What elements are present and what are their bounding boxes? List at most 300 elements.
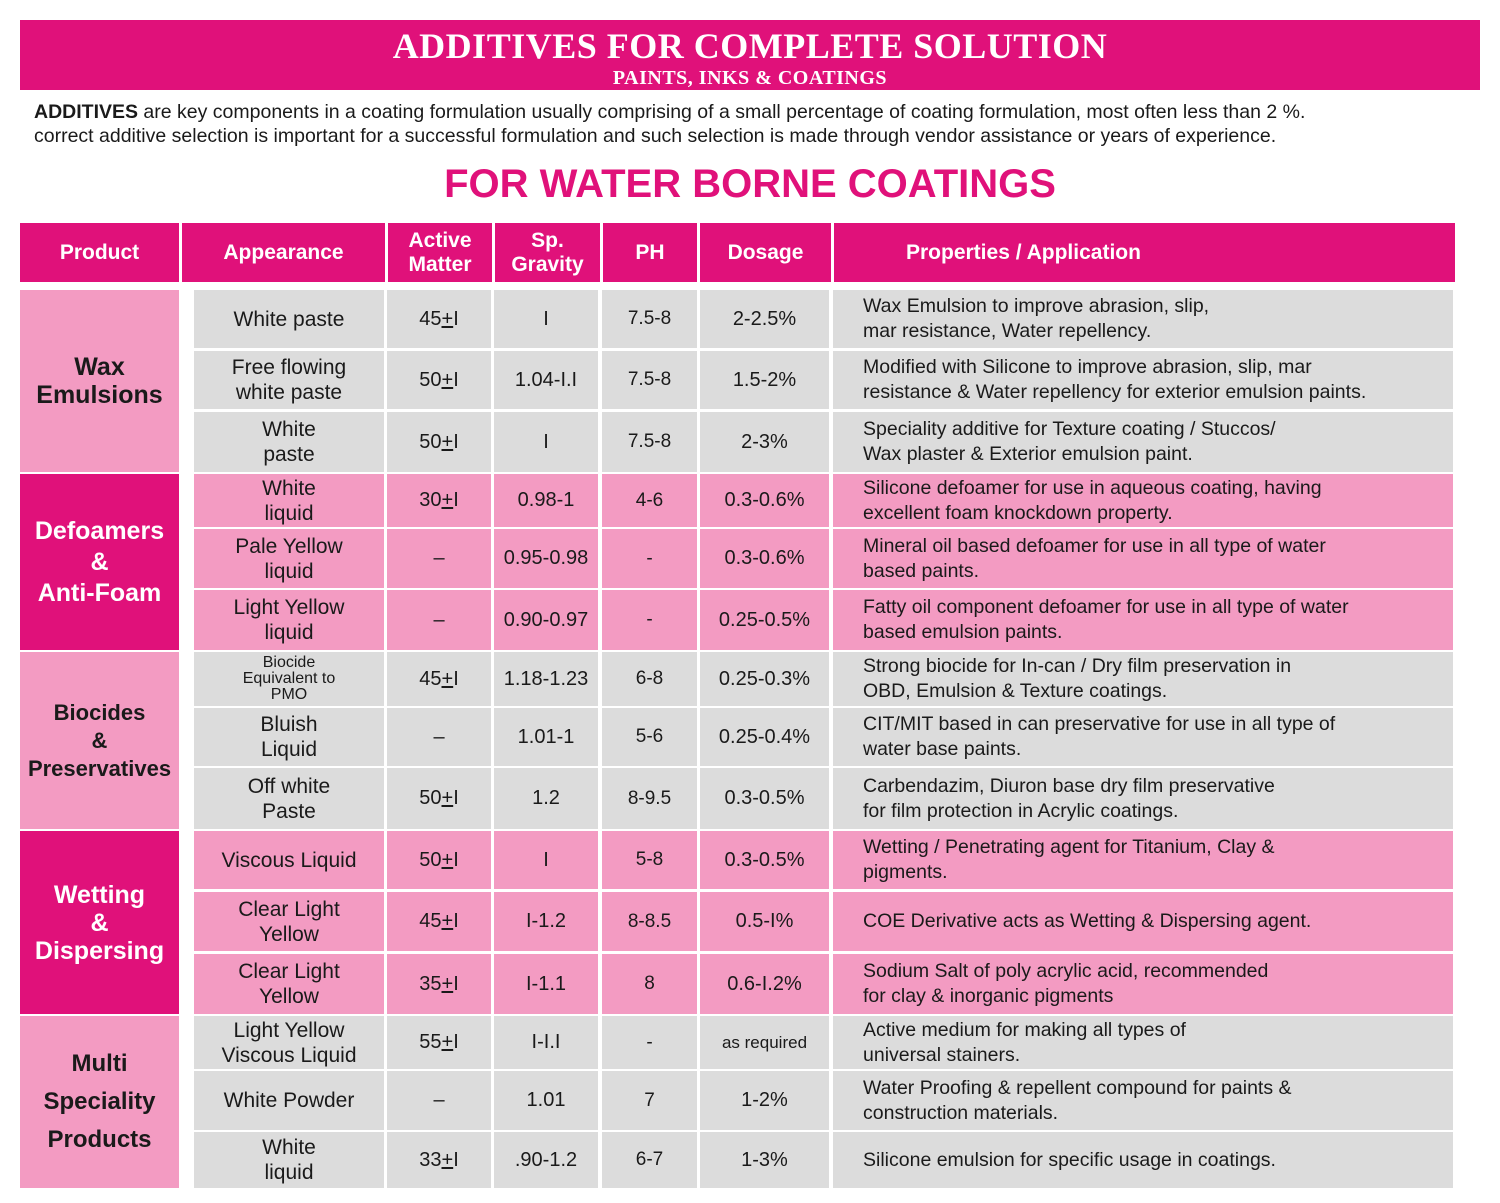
properties-text — [863, 712, 1335, 762]
cell-active — [387, 590, 491, 650]
group-cell — [20, 652, 179, 829]
cell-sp — [494, 892, 598, 951]
dosage-value: 1.5-2% — [732, 368, 797, 391]
dosage-value: 0.5-I% — [735, 910, 794, 932]
active-matter-number: 50 — [419, 368, 442, 391]
appearance-line: Viscous Liquid — [221, 1043, 357, 1067]
cell-props — [833, 474, 1453, 527]
cell-ph — [602, 954, 697, 1014]
cell-ph — [602, 412, 697, 472]
appearance-text — [221, 848, 356, 873]
cell-dosage — [700, 708, 829, 766]
sp-value: I-I.I — [531, 1031, 561, 1053]
cell-appearance — [194, 652, 384, 706]
cell-appearance — [194, 529, 384, 588]
cell-sp — [494, 590, 598, 650]
cell-ph — [602, 474, 697, 527]
properties-line: mar resistance, Water repellency. — [863, 320, 1152, 342]
cell-active — [387, 474, 491, 527]
active-matter-plusminus: + — [441, 972, 454, 995]
header-active-matter-line1: Active — [408, 228, 472, 252]
sp-value: I-1.2 — [525, 910, 567, 932]
group-name-line: & — [90, 547, 109, 576]
cell-props — [833, 892, 1453, 951]
cell-ph — [602, 831, 697, 889]
appearance-line: Pale Yellow — [235, 534, 343, 558]
appearance-text — [221, 1018, 356, 1068]
cell-ph — [602, 351, 697, 409]
active-matter-plusminus: + — [441, 307, 454, 330]
properties-line: resistance & Water repellency for exterior emulsion paints. — [863, 381, 1367, 403]
active-matter-dash: – — [433, 1089, 445, 1111]
properties-line: based paints. — [863, 559, 980, 582]
active-matter-value — [433, 726, 444, 749]
group-name — [43, 1045, 155, 1159]
group-name — [35, 881, 164, 965]
active-matter-tolerance: I — [453, 787, 459, 809]
appearance-line: White — [262, 418, 316, 441]
ph-value: - — [646, 547, 653, 569]
active-matter-tolerance: I — [453, 848, 459, 871]
group-name-line: Products — [47, 1126, 152, 1153]
properties-text — [863, 294, 1209, 344]
cell-appearance — [194, 474, 384, 527]
active-matter-tolerance: I — [453, 307, 459, 330]
banner-title: ADDITIVES FOR COMPLETE SOLUTION — [392, 26, 1108, 66]
appearance-text — [234, 307, 345, 332]
cell-ph — [602, 290, 697, 348]
cell-dosage — [700, 892, 829, 951]
ph-value: 6-8 — [635, 668, 664, 689]
appearance-line: Biocide — [262, 654, 316, 671]
properties-line: Sodium Salt of poly acrylic acid, recommended — [863, 960, 1269, 982]
dosage-value: 1-3% — [741, 1148, 788, 1171]
cell-props — [833, 708, 1453, 766]
cell-appearance — [194, 768, 384, 829]
active-matter-number: 33 — [419, 1148, 442, 1171]
dosage-value: 0.6-I.2% — [727, 972, 802, 995]
group-name-line: Biocides — [53, 699, 146, 725]
properties-line: Strong biocide for In-can / Dry film preservation in — [863, 655, 1292, 677]
ph-value: 6-7 — [635, 1149, 664, 1170]
group-name-line: Speciality — [43, 1088, 156, 1115]
cell-sp — [494, 351, 598, 409]
header-properties: Properties / Application — [906, 240, 1141, 264]
active-matter-plusminus: + — [441, 848, 454, 871]
table-header — [20, 223, 1455, 282]
cell-dosage — [700, 768, 829, 829]
cell-ph — [602, 768, 697, 829]
group-name — [36, 353, 162, 409]
group-name-line: Emulsions — [36, 381, 163, 409]
appearance-text — [262, 1135, 316, 1185]
appearance-line: liquid — [264, 501, 314, 525]
cell-active — [387, 412, 491, 472]
cell-sp — [494, 1071, 598, 1130]
active-matter-value — [419, 1149, 459, 1172]
active-matter-plusminus: + — [441, 667, 454, 690]
cell-props — [833, 1071, 1453, 1130]
cell-sp — [494, 831, 598, 889]
appearance-line: Paste — [262, 799, 316, 823]
active-matter-value — [419, 489, 459, 512]
active-matter-plusminus: + — [441, 1031, 454, 1053]
cell-active — [387, 1132, 491, 1188]
sp-value: 1.18-1.23 — [503, 667, 589, 690]
cell-props — [833, 954, 1453, 1014]
cell-appearance — [194, 1016, 384, 1069]
cell-props — [833, 768, 1453, 829]
properties-line: Fatty oil component defoamer for use in all type of water — [863, 596, 1349, 618]
cell-active — [387, 290, 491, 348]
sp-value: 0.98-1 — [517, 489, 575, 511]
properties-text — [863, 835, 1275, 885]
active-matter-plusminus: + — [441, 1148, 454, 1171]
header-active-matter-line2: Matter — [408, 252, 472, 276]
properties-line: Speciality additive for Texture coating / Stuccos/ — [863, 418, 1276, 440]
cell-ph — [602, 1016, 697, 1069]
group-name-line: Preservatives — [27, 755, 172, 781]
cell-active — [387, 652, 491, 706]
ph-value: 8-8.5 — [627, 910, 672, 932]
active-matter-value — [419, 369, 459, 392]
properties-text — [863, 534, 1326, 584]
appearance-text — [243, 655, 336, 703]
sp-value: I — [543, 307, 549, 330]
properties-line: water base paints. — [863, 738, 1022, 760]
group-cell — [20, 1016, 179, 1188]
active-matter-tolerance: I — [453, 368, 459, 391]
cell-active — [387, 892, 491, 951]
properties-line: pigments. — [863, 861, 948, 883]
cell-sp — [494, 954, 598, 1014]
header-sp-gravity — [495, 223, 603, 282]
active-matter-number: 55 — [419, 1031, 442, 1053]
sp-value: 1.04-I.I — [514, 368, 578, 391]
appearance-text — [238, 897, 340, 947]
cell-appearance — [194, 892, 384, 951]
active-matter-number: 45 — [419, 910, 442, 932]
properties-line: excellent foam knockdown property. — [863, 501, 1173, 524]
section-title: FOR WATER BORNE COATINGS — [444, 162, 1056, 206]
cell-appearance — [194, 590, 384, 650]
cell-sp — [494, 412, 598, 472]
ph-value: 7.5-8 — [627, 369, 672, 390]
appearance-line: White — [262, 1136, 316, 1159]
properties-line: Wax Emulsion to improve abrasion, slip, — [863, 295, 1210, 317]
sp-value: 0.90-0.97 — [503, 608, 589, 631]
sp-value: I — [543, 848, 549, 871]
appearance-line: Yellow — [259, 985, 319, 1008]
cell-appearance — [194, 412, 384, 472]
appearance-text — [235, 534, 342, 584]
group-name-line: Wetting — [53, 880, 146, 909]
active-matter-tolerance: I — [453, 489, 459, 511]
group-name — [28, 699, 171, 783]
group-name-line: Anti-Foam — [37, 578, 162, 607]
active-matter-plusminus: + — [441, 489, 454, 511]
cell-props — [833, 590, 1453, 650]
active-matter-tolerance: I — [453, 1148, 459, 1171]
cell-props — [833, 351, 1453, 409]
properties-line: Silicone emulsion for specific usage in coatings. — [863, 1148, 1276, 1171]
cell-dosage — [700, 590, 829, 650]
cell-active — [387, 529, 491, 588]
active-matter-number: 50 — [419, 787, 442, 809]
appearance-line: Light Yellow — [233, 596, 345, 619]
group-name-line: Wax — [74, 353, 125, 381]
cell-ph — [602, 529, 697, 588]
cell-dosage — [700, 412, 829, 472]
dosage-value: 0.3-0.5% — [724, 848, 805, 871]
cell-props — [833, 652, 1453, 706]
ph-value: - — [646, 1031, 653, 1053]
cell-dosage — [700, 954, 829, 1014]
dosage-value: 2-2.5% — [732, 307, 797, 330]
active-matter-tolerance: I — [453, 1031, 459, 1053]
cell-ph — [602, 892, 697, 951]
appearance-text — [234, 595, 345, 645]
active-matter-value — [419, 308, 459, 331]
cell-props — [833, 290, 1453, 348]
cell-dosage — [700, 290, 829, 348]
appearance-text — [238, 959, 340, 1009]
group-name-line: & — [91, 727, 108, 753]
appearance-text — [232, 355, 346, 405]
cell-dosage — [700, 1016, 829, 1069]
cell-active — [387, 831, 491, 889]
active-matter-number: 50 — [419, 430, 442, 453]
sp-value: I-1.1 — [525, 972, 567, 995]
cell-active — [387, 1016, 491, 1069]
ph-value: 8 — [644, 973, 655, 994]
appearance-line: Light Yellow — [233, 1018, 345, 1042]
properties-text — [863, 959, 1268, 1009]
active-matter-value — [419, 431, 459, 454]
intro-bold-word: ADDITIVES — [34, 101, 139, 123]
cell-ph — [602, 1071, 697, 1130]
appearance-text — [248, 774, 330, 824]
cell-ph — [602, 708, 697, 766]
active-matter-value — [419, 910, 459, 933]
active-matter-tolerance: I — [453, 910, 459, 932]
properties-text — [863, 417, 1276, 467]
appearance-line: white paste — [235, 381, 343, 404]
properties-text — [863, 774, 1275, 824]
dosage-value: 2-3% — [741, 430, 788, 453]
properties-line: Silicone defoamer for use in aqueous coating, having — [863, 476, 1322, 499]
cell-props — [833, 1132, 1453, 1188]
properties-line: Water Proofing & repellent compound for paints & — [863, 1076, 1292, 1099]
cell-props — [833, 412, 1453, 472]
properties-line: for clay & inorganic pigments — [863, 985, 1114, 1007]
cell-active — [387, 708, 491, 766]
ph-value: 7 — [644, 1089, 655, 1111]
cell-dosage — [700, 474, 829, 527]
active-matter-number: 45 — [419, 667, 442, 690]
title-banner — [20, 20, 1480, 90]
properties-line: CIT/MIT based in can preservative for use in all type of — [863, 713, 1336, 735]
cell-sp — [494, 652, 598, 706]
cell-sp — [494, 1132, 598, 1188]
cell-dosage — [700, 529, 829, 588]
cell-appearance — [194, 831, 384, 889]
properties-line: construction materials. — [863, 1101, 1059, 1124]
group-name-line: & — [90, 908, 109, 937]
dosage-value: 0.3-0.6% — [724, 489, 805, 511]
properties-line: Carbendazim, Diuron base dry film preservative — [863, 774, 1275, 797]
cell-appearance — [194, 708, 384, 766]
appearance-line: Bluish — [260, 713, 318, 736]
appearance-line: liquid — [264, 559, 314, 583]
appearance-text — [262, 417, 316, 467]
active-matter-dash: – — [433, 608, 445, 631]
cell-appearance — [194, 1071, 384, 1130]
active-matter-number: 45 — [419, 307, 442, 330]
active-matter-value — [419, 668, 459, 691]
cell-sp — [494, 474, 598, 527]
ph-value: 7.5-8 — [627, 308, 672, 329]
ph-value: - — [646, 609, 653, 630]
group-name — [35, 516, 164, 609]
dosage-value: 0.3-0.6% — [724, 547, 805, 569]
appearance-line: White — [262, 476, 316, 500]
active-matter-tolerance: I — [453, 972, 459, 995]
active-matter-dash: – — [433, 547, 445, 569]
appearance-text — [224, 1088, 355, 1113]
cell-ph — [602, 1132, 697, 1188]
cell-props — [833, 529, 1453, 588]
cell-active — [387, 351, 491, 409]
properties-text — [863, 355, 1366, 405]
appearance-text — [260, 712, 317, 762]
ph-value: 4-6 — [635, 489, 664, 511]
active-matter-plusminus: + — [441, 430, 454, 453]
properties-text — [863, 595, 1349, 645]
properties-line: Wetting / Penetrating agent for Titanium, Clay & — [863, 836, 1275, 858]
dosage-value: 0.25-0.3% — [718, 667, 811, 690]
header-active-matter — [388, 223, 495, 282]
active-matter-plusminus: + — [441, 787, 454, 809]
appearance-line: liquid — [264, 1161, 314, 1184]
properties-line: for film protection in Acrylic coatings. — [863, 799, 1179, 822]
cell-props — [833, 831, 1453, 889]
active-matter-value — [433, 1089, 444, 1112]
cell-appearance — [194, 351, 384, 409]
header-sp-gravity-line1: Sp. — [531, 228, 564, 252]
header-appearance: Appearance — [182, 223, 388, 282]
appearance-line: Liquid — [260, 738, 318, 761]
header-sp-gravity-line2: Gravity — [511, 252, 584, 276]
appearance-line: Clear Light — [238, 960, 340, 983]
active-matter-value — [433, 609, 444, 632]
header-dosage: Dosage — [700, 223, 834, 282]
appearance-line: PMO — [270, 686, 308, 703]
intro-paragraph — [34, 100, 1474, 148]
active-matter-value — [419, 787, 459, 810]
group-name-line: Dispersing — [34, 936, 165, 965]
cell-sp — [494, 768, 598, 829]
cell-active — [387, 954, 491, 1014]
group-cell — [20, 290, 179, 472]
properties-text — [863, 909, 1311, 934]
active-matter-plusminus: + — [441, 368, 454, 391]
properties-line: OBD, Emulsion & Texture coatings. — [863, 680, 1168, 702]
cell-active — [387, 768, 491, 829]
dosage-value: 0.3-0.5% — [724, 787, 805, 809]
appearance-text — [262, 476, 316, 526]
cell-ph — [602, 590, 697, 650]
cell-sp — [494, 1016, 598, 1069]
header-product: Product — [20, 223, 182, 282]
sp-value: 0.95-0.98 — [503, 547, 589, 569]
appearance-line: liquid — [264, 621, 314, 644]
ph-value: 8-9.5 — [627, 787, 672, 809]
appearance-line: White Powder — [223, 1089, 355, 1112]
appearance-line: Viscous Liquid — [221, 848, 357, 872]
group-name-line: Defoamers — [34, 516, 165, 545]
cell-ph — [602, 652, 697, 706]
properties-line: Wax plaster & Exterior emulsion paint. — [863, 443, 1193, 465]
header-ph: PH — [603, 223, 700, 282]
cell-appearance — [194, 954, 384, 1014]
properties-line: Active medium for making all types of — [863, 1018, 1186, 1041]
active-matter-number: 35 — [419, 972, 442, 995]
cell-active — [387, 1071, 491, 1130]
sp-value: I — [543, 430, 549, 453]
properties-line: Modified with Silicone to improve abrasion, slip, mar — [863, 356, 1312, 378]
active-matter-number: 30 — [419, 489, 442, 511]
cell-sp — [494, 708, 598, 766]
sp-value: 1.01 — [526, 1089, 566, 1111]
properties-text — [863, 476, 1322, 526]
group-cell — [20, 474, 179, 650]
sp-value: 1.01-1 — [517, 725, 575, 748]
banner-subtitle: PAINTS, INKS & COATINGS — [612, 67, 888, 89]
properties-line: based emulsion paints. — [863, 621, 1063, 643]
ph-value: 7.5-8 — [627, 431, 672, 452]
dosage-value: as required — [721, 1032, 808, 1052]
properties-text — [863, 1018, 1186, 1068]
cell-appearance — [194, 1132, 384, 1188]
properties-text — [863, 1148, 1276, 1173]
dosage-value: 1-2% — [741, 1089, 788, 1111]
sp-value: .90-1.2 — [514, 1148, 578, 1171]
appearance-line: paste — [263, 443, 315, 466]
appearance-line: Free flowing — [231, 356, 347, 379]
intro-line-1-text: are key components in a coating formulation usually comprising of a small percentage of coating formulation, most often less than 2 %. — [138, 101, 1306, 123]
dosage-value: 0.25-0.4% — [718, 725, 811, 748]
cell-dosage — [700, 831, 829, 889]
ph-value: 5-6 — [635, 726, 664, 747]
cell-sp — [494, 290, 598, 348]
active-matter-value — [419, 849, 459, 872]
dosage-value: 0.25-0.5% — [718, 608, 811, 631]
properties-text — [863, 654, 1291, 704]
cell-dosage — [700, 1071, 829, 1130]
cell-appearance — [194, 290, 384, 348]
ph-value: 5-8 — [635, 849, 664, 870]
active-matter-plusminus: + — [441, 910, 454, 932]
properties-line: universal stainers. — [863, 1043, 1021, 1066]
properties-line: COE Derivative acts as Wetting & Dispersing agent. — [863, 910, 1312, 932]
appearance-line: Clear Light — [238, 897, 340, 921]
active-matter-number: 50 — [419, 848, 442, 871]
active-matter-dash: – — [433, 725, 445, 748]
active-matter-value — [433, 547, 444, 570]
appearance-line: Yellow — [259, 922, 319, 946]
intro-line-1 — [34, 100, 1474, 124]
